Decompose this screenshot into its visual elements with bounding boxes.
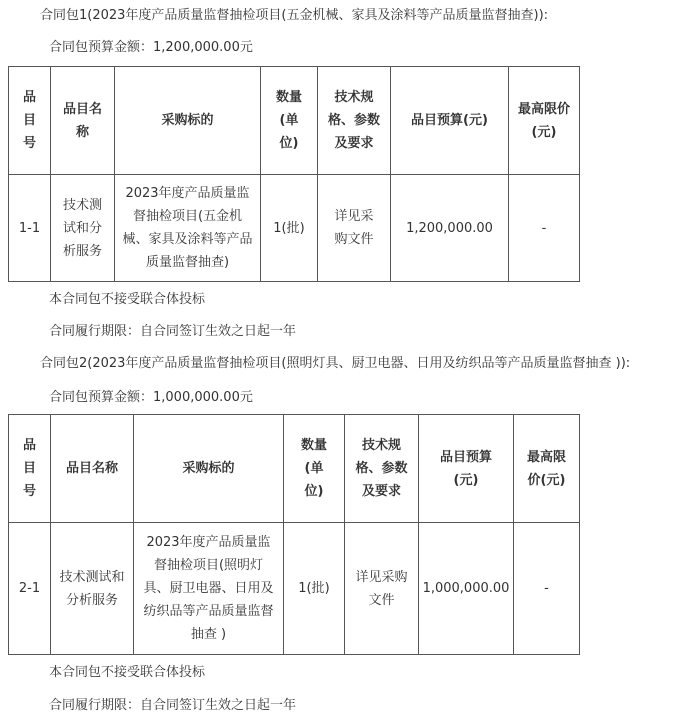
cell-budget: 1,200,000.00 xyxy=(391,175,509,282)
header-item-no: 品目号 xyxy=(9,415,51,523)
cell-subject: 2023年度产品质量监督抽检项目(照明灯具、厨卫电器、日用及纺织品等产品质量监督抽查 ) xyxy=(134,523,284,655)
table-header-row xyxy=(9,415,580,523)
cell-item-no: 1-1 xyxy=(9,175,51,282)
cell-spec: 详见采购文件 xyxy=(345,523,419,655)
table-row xyxy=(9,523,580,655)
header-item-no: 品目号 xyxy=(9,67,51,175)
cell-max-price: - xyxy=(509,175,580,282)
package2-table xyxy=(8,414,580,655)
cell-max-price: - xyxy=(514,523,580,655)
package1-budget: 合同包预算金额：1,200,000.00元 xyxy=(49,40,253,55)
package1-consortium-note: 本合同包不接受联合体投标 xyxy=(49,292,206,307)
package2-term-note: 合同履行期限：自合同签订生效之日起一年 xyxy=(49,698,297,713)
header-item-name: 品目名称 xyxy=(51,415,134,523)
package1-table xyxy=(8,66,580,282)
package2-title: 合同包2(2023年度产品质量监督抽检项目(照明灯具、厨卫电器、日用及纺织品等产品质量监督抽查 )): xyxy=(40,356,631,371)
cell-item-name: 技术测试和分析服务 xyxy=(51,175,115,282)
header-max-price: 最高限价(元) xyxy=(509,67,580,175)
header-spec: 技术规格、参数及要求 xyxy=(345,415,419,523)
cell-spec: 详见采购文件 xyxy=(318,175,391,282)
header-item-name: 品目名称 xyxy=(51,67,115,175)
cell-item-no: 2-1 xyxy=(9,523,51,655)
header-budget: 品目预算(元) xyxy=(391,67,509,175)
cell-item-name: 技术测试和分析服务 xyxy=(51,523,134,655)
header-max-price: 最高限价(元) xyxy=(514,415,580,523)
header-quantity: 数量(单位) xyxy=(261,67,318,175)
cell-subject: 2023年度产品质量监督抽检项目(五金机械、家具及涂料等产品质量监督抽查) xyxy=(115,175,261,282)
cell-quantity: 1(批) xyxy=(261,175,318,282)
package2-budget: 合同包预算金额：1,000,000.00元 xyxy=(49,390,253,405)
cell-budget: 1,000,000.00 xyxy=(419,523,514,655)
package1-title: 合同包1(2023年度产品质量监督抽检项目(五金机械、家具及涂料等产品质量监督抽查)): xyxy=(40,8,549,23)
package2-consortium-note: 本合同包不接受联合体投标 xyxy=(49,665,206,680)
header-subject: 采购标的 xyxy=(115,67,261,175)
header-quantity: 数量(单位) xyxy=(284,415,345,523)
header-budget: 品目预算(元) xyxy=(419,415,514,523)
package1-term-note: 合同履行期限：自合同签订生效之日起一年 xyxy=(49,324,297,339)
table-header-row xyxy=(9,67,580,175)
header-subject: 采购标的 xyxy=(134,415,284,523)
header-spec: 技术规格、参数及要求 xyxy=(318,67,391,175)
cell-quantity: 1(批) xyxy=(284,523,345,655)
table-row xyxy=(9,175,580,282)
